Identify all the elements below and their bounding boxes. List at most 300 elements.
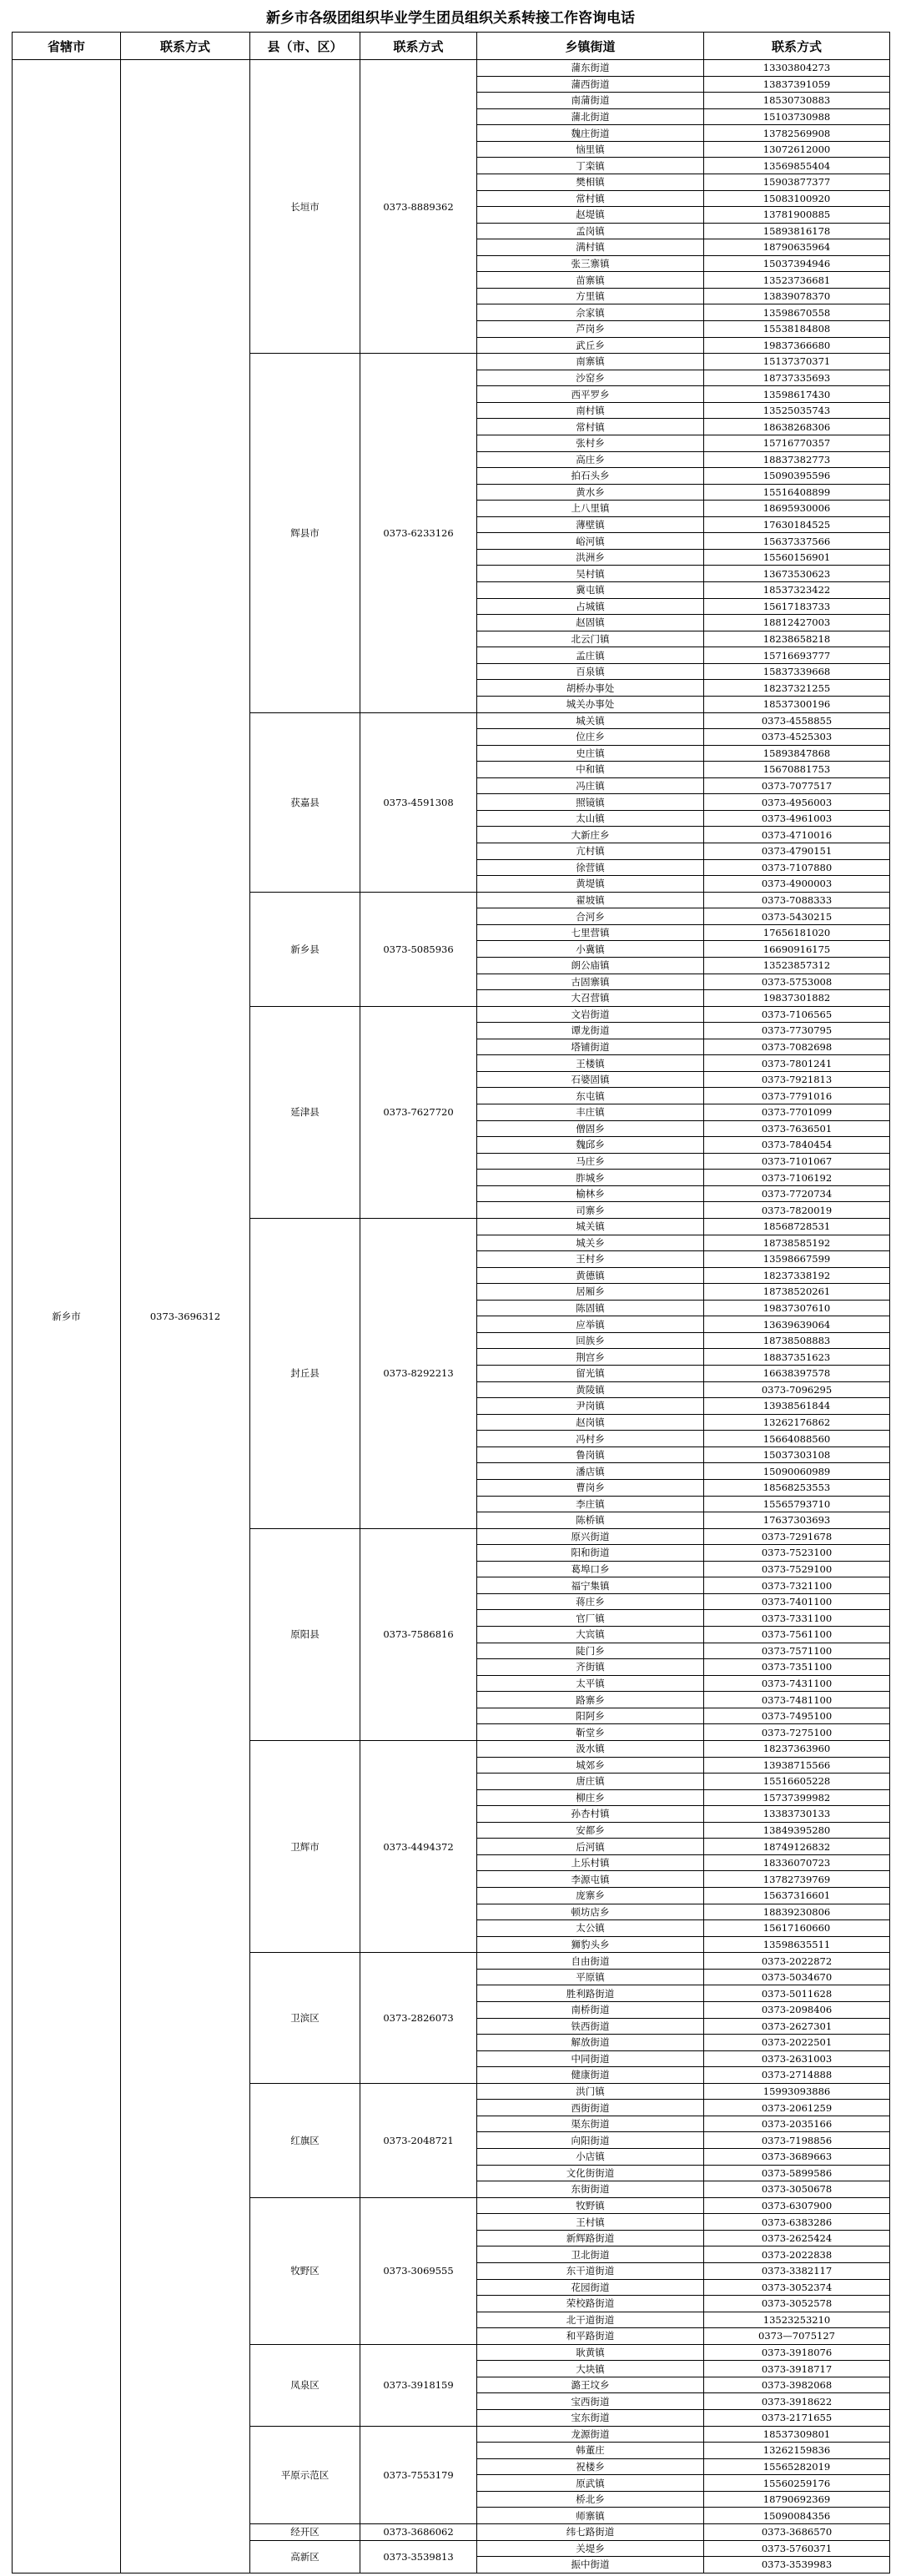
town-name: 官厂镇 [477,1610,704,1627]
town-name: 大宾镇 [477,1627,704,1643]
town-name: 东街街道 [477,2181,704,2198]
town-name: 原兴街道 [477,1528,704,1545]
town-name: 齐街镇 [477,1659,704,1676]
town-phone: 0373-7321100 [704,1577,890,1594]
town-name: 冀屯镇 [477,582,704,599]
town-phone: 0373-7088333 [704,892,890,908]
town-phone: 18336070723 [704,1854,890,1871]
town-phone: 13837391059 [704,76,890,93]
town-name: 胜利路街道 [477,1985,704,2002]
town-phone: 13383730133 [704,1806,890,1823]
town-phone: 0373-7481100 [704,1692,890,1708]
town-name: 吴村镇 [477,566,704,582]
town-name: 东屯镇 [477,1088,704,1104]
town-name: 黄堤镇 [477,876,704,893]
town-phone: 13598670558 [704,304,890,321]
town-name: 宝东街道 [477,2410,704,2427]
town-name: 恼里镇 [477,141,704,158]
town-phone: 0373-7720734 [704,1185,890,1202]
town-name: 阳和街道 [477,1545,704,1562]
town-name: 蒋庄乡 [477,1593,704,1610]
town-name: 王楼镇 [477,1055,704,1072]
town-name: 解放街道 [477,2035,704,2051]
town-phone: 18812427003 [704,615,890,631]
town-phone: 15090084356 [704,2508,890,2524]
town-phone: 13673530623 [704,566,890,582]
town-phone: 0373-4790151 [704,843,890,860]
town-name: 史庄镇 [477,745,704,762]
county-phone: 0373-3069555 [360,2197,477,2344]
town-phone: 17637303693 [704,1512,890,1529]
town-phone: 0373-7096295 [704,1381,890,1398]
county-name: 延津县 [250,1006,360,1218]
town-phone: 0373-4956003 [704,794,890,811]
county-phone: 0373-3918159 [360,2344,477,2426]
town-phone: 13938561844 [704,1398,890,1415]
town-phone: 13523857312 [704,957,890,974]
town-phone: 0373-3689663 [704,2149,890,2166]
town-name: 中同街道 [477,2050,704,2067]
town-phone: 18738508883 [704,1332,890,1349]
town-name: 赵堤镇 [477,207,704,224]
town-phone: 15565282019 [704,2458,890,2475]
town-name: 翟坡镇 [477,892,704,908]
town-phone: 18238658218 [704,631,890,647]
town-name: 胡桥办事处 [477,680,704,697]
town-phone: 0373-7636501 [704,1120,890,1137]
town-name: 王村乡 [477,1251,704,1268]
town-name: 城关镇 [477,712,704,729]
town-phone: 15716770357 [704,435,890,451]
town-phone: 0373-4558855 [704,712,890,729]
town-phone: 13262159836 [704,2443,890,2459]
town-name: 平原镇 [477,1969,704,1985]
town-phone: 18568253553 [704,1479,890,1496]
county-phone: 0373-7586816 [360,1528,477,1740]
town-phone: 15560156901 [704,549,890,566]
town-phone: 15737399982 [704,1789,890,1806]
town-phone: 0373-5899586 [704,2165,890,2181]
town-phone: 13303804273 [704,60,890,77]
town-name: 庞寨乡 [477,1888,704,1904]
county-name: 经开区 [250,2523,360,2540]
town-phone: 0373-4900003 [704,876,890,893]
town-phone: 0373-3052374 [704,2279,890,2296]
town-name: 上八里镇 [477,501,704,517]
town-name: 冯庄镇 [477,777,704,794]
town-name: 西街街道 [477,2100,704,2116]
town-name: 陈固镇 [477,1300,704,1316]
town-name: 居厢乡 [477,1284,704,1301]
town-phone: 15617183733 [704,598,890,615]
town-phone: 18568728531 [704,1218,890,1235]
header-town-contact: 联系方式 [704,33,890,60]
town-name: 塔铺街道 [477,1039,704,1055]
town-name: 尹岗镇 [477,1398,704,1415]
table-row [13,60,890,77]
town-phone: 15090060989 [704,1463,890,1480]
town-phone: 0373-7107880 [704,859,890,876]
town-name: 胙城乡 [477,1170,704,1186]
county-name: 辉县市 [250,354,360,712]
county-name: 平原示范区 [250,2426,360,2523]
town-name: 回族乡 [477,1332,704,1349]
town-phone: 18530730883 [704,93,890,109]
town-name: 常村镇 [477,419,704,435]
town-phone: 0373-3050678 [704,2181,890,2198]
town-name: 韩董庄 [477,2443,704,2459]
town-phone: 0373-7106565 [704,1006,890,1023]
town-phone: 15903877377 [704,174,890,190]
town-phone: 13782739769 [704,1871,890,1888]
town-name: 高庄乡 [477,451,704,468]
town-name: 和平路街道 [477,2328,704,2345]
town-phone: 0373-5034670 [704,1969,890,1985]
header-county: 县（市、区） [250,33,360,60]
town-phone: 15560259176 [704,2475,890,2492]
county-phone: 0373-4591308 [360,712,477,892]
town-name: 小冀镇 [477,941,704,958]
town-phone: 0373-5430215 [704,908,890,925]
town-name: 大召营镇 [477,990,704,1007]
county-name: 原阳县 [250,1528,360,1740]
town-phone: 0373-4525303 [704,729,890,746]
town-name: 孟庄镇 [477,647,704,664]
town-phone: 18738520261 [704,1284,890,1301]
town-phone: 0373-5760371 [704,2540,890,2557]
town-phone: 16690916175 [704,941,890,958]
town-name: 南蒲街道 [477,93,704,109]
town-phone: 0373-3382117 [704,2262,890,2279]
town-name: 铁西街道 [477,2018,704,2035]
town-phone: 0373-5753008 [704,974,890,990]
town-phone: 0373-6383286 [704,2214,890,2231]
town-name: 谭龙街道 [477,1023,704,1039]
town-name: 北云门镇 [477,631,704,647]
town-phone: 0373-2627301 [704,2018,890,2035]
town-name: 太平镇 [477,1675,704,1692]
town-name: 龙源街道 [477,2426,704,2443]
town-name: 太山镇 [477,810,704,827]
town-phone: 13598667599 [704,1251,890,1268]
town-phone: 19837307610 [704,1300,890,1316]
town-name: 汲水镇 [477,1740,704,1757]
town-name: 潞王坟乡 [477,2377,704,2393]
town-phone: 18237363960 [704,1740,890,1757]
town-name: 城郊乡 [477,1757,704,1774]
town-phone: 18237321255 [704,680,890,697]
town-phone: 15516605228 [704,1774,890,1790]
town-name: 洪门镇 [477,2083,704,2100]
county-name: 长垣市 [250,60,360,354]
town-name: 樊相镇 [477,174,704,190]
town-phone: 15993093886 [704,2083,890,2100]
town-name: 花园街道 [477,2279,704,2296]
town-phone: 13072612000 [704,141,890,158]
town-phone: 15664088560 [704,1431,890,1447]
town-name: 李庄镇 [477,1496,704,1512]
town-name: 满村镇 [477,239,704,256]
town-phone: 0373-7351100 [704,1659,890,1676]
town-phone: 0373-2022838 [704,2246,890,2263]
town-name: 葛埠口乡 [477,1561,704,1577]
town-phone: 19837366680 [704,337,890,354]
town-phone: 19837301882 [704,990,890,1007]
town-phone: 13849395280 [704,1822,890,1839]
town-name: 马庄乡 [477,1153,704,1170]
town-phone: 0373-7198856 [704,2132,890,2149]
town-phone: 0373-7529100 [704,1561,890,1577]
contact-table [12,32,890,2573]
county-phone: 0373-5085936 [360,892,477,1006]
town-phone: 18738585192 [704,1235,890,1251]
town-name: 位庄乡 [477,729,704,746]
town-phone: 18837351623 [704,1349,890,1366]
town-phone: 0373-7331100 [704,1610,890,1627]
town-phone: 0373-3918622 [704,2393,890,2410]
town-phone: 0373-2631003 [704,2050,890,2067]
town-name: 上乐村镇 [477,1854,704,1871]
town-phone: 18537309801 [704,2426,890,2443]
town-phone: 0373—7075127 [704,2328,890,2345]
town-name: 小店镇 [477,2149,704,2166]
town-name: 原武镇 [477,2475,704,2492]
county-phone: 0373-3539813 [360,2540,477,2573]
town-name: 沙窑乡 [477,370,704,386]
town-name: 中和镇 [477,762,704,778]
town-name: 渠东街道 [477,2116,704,2132]
town-phone: 18695930006 [704,501,890,517]
town-name: 大新庄乡 [477,827,704,843]
town-phone: 13839078370 [704,288,890,304]
town-name: 荆宫乡 [477,1349,704,1366]
town-phone: 15617160660 [704,1920,890,1937]
town-phone: 15037394946 [704,255,890,272]
town-name: 自由街道 [477,1953,704,1970]
document-title: 新乡市各级团组织毕业学生团员组织关系转接工作咨询电话 [266,10,635,27]
town-name: 大块镇 [477,2361,704,2377]
town-name: 后河镇 [477,1839,704,1855]
town-phone: 13938715566 [704,1757,890,1774]
town-name: 黄陵镇 [477,1381,704,1398]
town-name: 安都乡 [477,1822,704,1839]
town-name: 城关办事处 [477,696,704,712]
town-name: 榆林乡 [477,1185,704,1202]
town-phone: 0373-7106192 [704,1170,890,1186]
town-name: 武丘乡 [477,337,704,354]
town-phone: 0373-7082698 [704,1039,890,1055]
town-phone: 0373-2171655 [704,2410,890,2427]
town-name: 南寨镇 [477,354,704,370]
town-name: 荣校路街道 [477,2296,704,2312]
town-name: 丁栾镇 [477,158,704,174]
town-phone: 0373-7431100 [704,1675,890,1692]
town-phone: 18638268306 [704,419,890,435]
town-name: 孟岗镇 [477,223,704,239]
town-name: 牧野镇 [477,2197,704,2214]
town-name: 健康街道 [477,2067,704,2084]
town-phone: 0373-7820019 [704,1202,890,1219]
town-phone: 13523253210 [704,2312,890,2328]
town-name: 顿坊店乡 [477,1904,704,1920]
town-phone: 0373-7571100 [704,1643,890,1659]
town-name: 常村镇 [477,190,704,207]
town-name: 蒲西街道 [477,76,704,93]
county-name: 卫辉市 [250,1740,360,1952]
town-name: 南桥街道 [477,2001,704,2018]
town-phone: 15538184808 [704,321,890,338]
town-phone: 0373-3918076 [704,2344,890,2361]
town-name: 太公镇 [477,1920,704,1937]
town-phone: 18537300196 [704,696,890,712]
town-phone: 0373-6307900 [704,2197,890,2214]
town-name: 桥北乡 [477,2491,704,2508]
town-name: 方里镇 [477,288,704,304]
town-phone: 17630184525 [704,516,890,533]
town-name: 亢村镇 [477,843,704,860]
town-phone: 13781900885 [704,207,890,224]
town-name: 司寨乡 [477,1202,704,1219]
town-phone: 0373-7561100 [704,1627,890,1643]
town-name: 文化街街道 [477,2165,704,2181]
town-phone: 0373-7840454 [704,1137,890,1154]
town-name: 孙杏村镇 [477,1806,704,1823]
town-name: 阳阿乡 [477,1708,704,1724]
town-phone: 18237338192 [704,1267,890,1284]
town-name: 耿黄镇 [477,2344,704,2361]
town-name: 徐营镇 [477,859,704,876]
town-name: 王村镇 [477,2214,704,2231]
town-phone: 13598635511 [704,1936,890,1953]
town-phone: 15137370371 [704,354,890,370]
county-phone: 0373-8889362 [360,60,477,354]
town-phone: 0373-7701099 [704,1104,890,1121]
town-phone: 0373-7401100 [704,1593,890,1610]
town-phone: 0373-7495100 [704,1708,890,1724]
town-name: 福宁集镇 [477,1577,704,1594]
town-name: 蒲东街道 [477,60,704,77]
town-name: 照镜镇 [477,794,704,811]
town-name: 冯村乡 [477,1431,704,1447]
town-name: 朗公庙镇 [477,957,704,974]
town-phone: 0373-2035166 [704,2116,890,2132]
town-phone: 0373-2022501 [704,2035,890,2051]
city-phone: 0373-3696312 [121,60,250,2573]
town-name: 佘家镇 [477,304,704,321]
town-name: 石婆固镇 [477,1071,704,1088]
town-phone: 13525035743 [704,402,890,419]
town-name: 僧固乡 [477,1120,704,1137]
header-row [13,33,890,60]
town-phone: 18737335693 [704,370,890,386]
town-phone: 15083100920 [704,190,890,207]
county-name: 牧野区 [250,2197,360,2344]
county-phone: 0373-6233126 [360,354,477,712]
county-phone: 0373-2048721 [360,2083,477,2197]
town-name: 黄水乡 [477,484,704,501]
town-phone: 0373-3539983 [704,2557,890,2573]
county-name: 凤泉区 [250,2344,360,2426]
town-phone: 17656181020 [704,924,890,941]
town-phone: 0373-7077517 [704,777,890,794]
town-phone: 15103730988 [704,108,890,125]
county-phone: 0373-8292213 [360,1218,477,1528]
town-name: 李源屯镇 [477,1871,704,1888]
town-phone: 0373-7275100 [704,1724,890,1741]
town-phone: 15837339668 [704,663,890,680]
town-phone: 0373-2714888 [704,2067,890,2084]
town-name: 唐庄镇 [477,1774,704,1790]
county-name: 新乡县 [250,892,360,1006]
county-name: 封丘县 [250,1218,360,1528]
town-phone: 0373-2022872 [704,1953,890,1970]
town-name: 鲁岗镇 [477,1446,704,1463]
county-name: 高新区 [250,2540,360,2573]
town-name: 师寨镇 [477,2508,704,2524]
town-name: 新辉路街道 [477,2230,704,2246]
town-name: 卫北街道 [477,2246,704,2263]
county-name: 获嘉县 [250,712,360,892]
town-name: 向阳街道 [477,2132,704,2149]
town-phone: 0373-7801241 [704,1055,890,1072]
town-phone: 15637337566 [704,533,890,550]
town-phone: 0373-2625424 [704,2230,890,2246]
town-name: 张村乡 [477,435,704,451]
town-name: 峪河镇 [477,533,704,550]
town-phone: 0373-3052578 [704,2296,890,2312]
town-phone: 13523736681 [704,272,890,289]
town-name: 赵固镇 [477,615,704,631]
town-phone: 15565793710 [704,1496,890,1512]
header-city-contact: 联系方式 [121,33,250,60]
town-name: 应举镇 [477,1316,704,1333]
town-phone: 13569855404 [704,158,890,174]
town-phone: 15037303108 [704,1446,890,1463]
town-name: 赵岗镇 [477,1414,704,1431]
header-town: 乡镇街道 [477,33,704,60]
town-name: 东干道街道 [477,2262,704,2279]
county-phone: 0373-7553179 [360,2426,477,2523]
town-name: 狮豹头乡 [477,1936,704,1953]
town-name: 陈桥镇 [477,1512,704,1529]
town-name: 苗寨镇 [477,272,704,289]
town-name: 柳庄乡 [477,1789,704,1806]
town-name: 潘店镇 [477,1463,704,1480]
town-name: 占城镇 [477,598,704,615]
town-name: 曹岗乡 [477,1479,704,1496]
header-city: 省辖市 [13,33,121,60]
town-phone: 15090395596 [704,468,890,485]
town-phone: 0373-7921813 [704,1071,890,1088]
town-name: 振中街道 [477,2557,704,2573]
town-phone: 13598617430 [704,386,890,403]
town-name: 张三寨镇 [477,255,704,272]
town-phone: 0373-4961003 [704,810,890,827]
town-phone: 15516408899 [704,484,890,501]
county-name: 卫滨区 [250,1953,360,2084]
town-name: 洪洲乡 [477,549,704,566]
county-phone: 0373-7627720 [360,1006,477,1218]
town-name: 城关镇 [477,1218,704,1235]
town-name: 南村镇 [477,402,704,419]
town-phone: 15716693777 [704,647,890,664]
town-name: 陡门乡 [477,1643,704,1659]
town-phone: 0373-7791016 [704,1088,890,1104]
town-name: 七里营镇 [477,924,704,941]
town-name: 百泉镇 [477,663,704,680]
town-phone: 16638397578 [704,1366,890,1382]
town-name: 宝西街道 [477,2393,704,2410]
